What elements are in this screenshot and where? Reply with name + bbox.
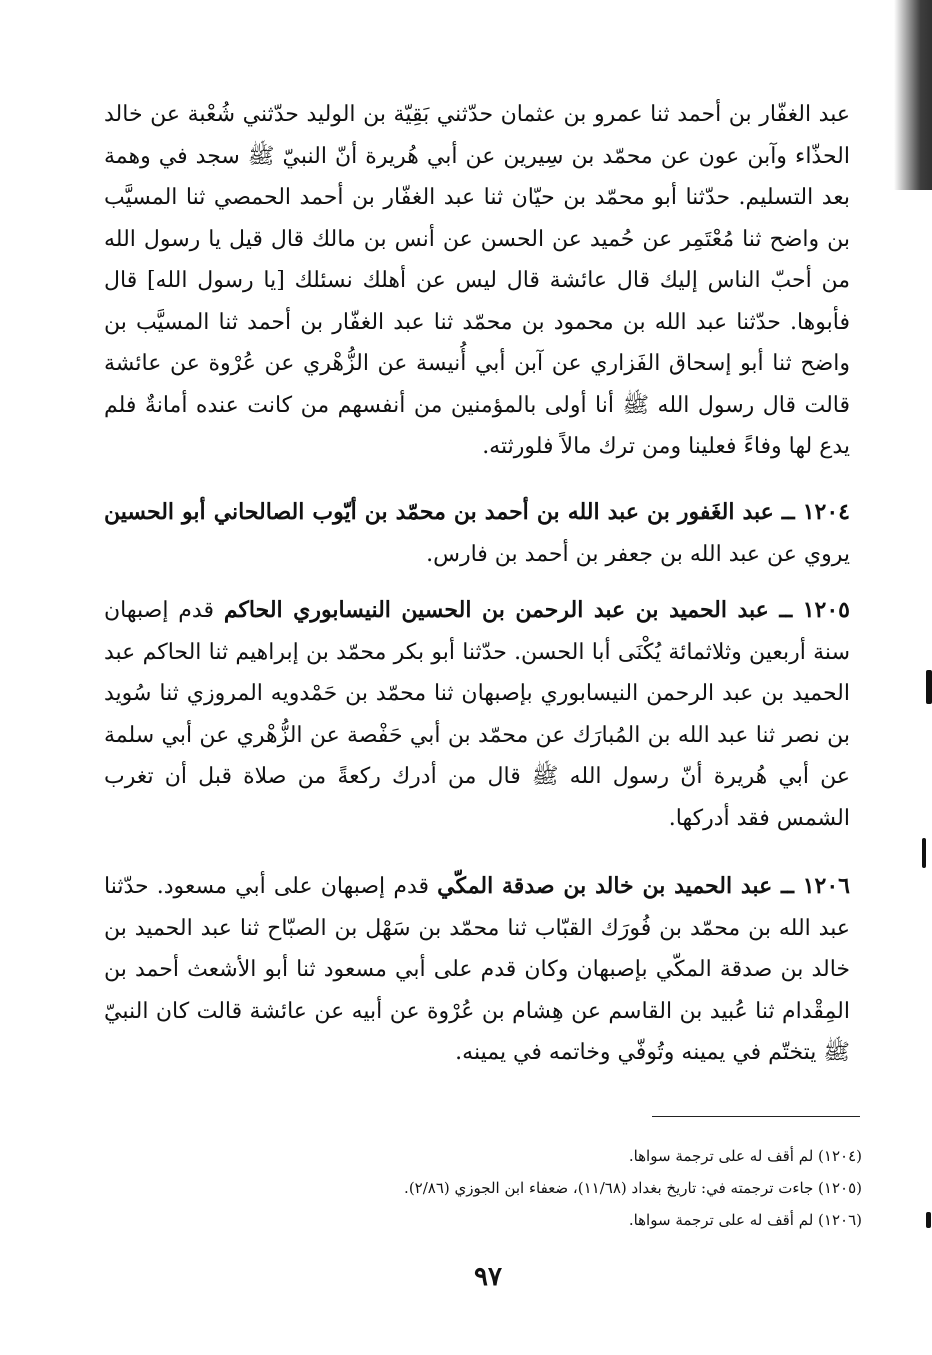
scan-mark xyxy=(926,1212,931,1228)
page-number: ٩٧ xyxy=(474,1262,502,1292)
entry-body: يروي عن عبد الله بن جعفر بن أحمد بن فارس. xyxy=(426,541,850,567)
entry-heading: ١٢٠٤ ــ عبد الغَفور بن عبد الله بن أحمد بن محمّد بن أيّوب الصالحاني أبو الحسين xyxy=(104,499,850,525)
paragraph-continuation xyxy=(104,94,850,468)
footnote-divider xyxy=(652,1116,860,1117)
entry-1205 xyxy=(104,590,850,839)
entry-heading: ١٢٠٥ ــ عبد الحميد بن عبد الرحمن بن الحسين النيسابوري الحاكم xyxy=(223,597,850,623)
entry-1206 xyxy=(104,866,850,1074)
paragraph-text: عبد الغفّار بن أحمد ثنا عمرو بن عثمان حدّثني بَقِيّة بن الوليد حدّثني شُعْبة عن خالد الحذّاء وآبن عون عن محمّد بن سِيرين عن أبي هُريرة أنّ النبيّ ﷺ سجد في وهمة بعد التسليم. حدّثنا أبو محمّد بن حيّان ثنا عبد الغفّار بن أحمد الحمصي ثنا المسيَّب بن واضح ثنا مُعْتَمِر عن حُميد عن الحسن عن أنس بن مالك قال قيل يا رسول الله من أحبّ الناس إليك قال عائشة قال ليس عن أهلك نسئلك [يا رسول الله] قال فأبوها. حدّثنا عبد الله بن محمود بن محمّد ثنا عبد الغفّار بن أحمد ثنا المسيَّب بن واضح ثنا أبو إسحاق الفَزاري عن آبن أبي أُنيسة عن الزُّهْري عن عُرْوة عن عائشة قالت قال رسول الله ﷺ أنا أولى بالمؤمنين من أنفسهم من كانت عنده أمانةٌ فلم يدع لها وفاءً فعلينا ومن ترك مالاً فلورثته. xyxy=(104,102,850,459)
footnote-1206: (١٢٠٦) لم أقف له على ترجمة سواها. xyxy=(628,1211,862,1229)
scan-mark xyxy=(926,670,932,704)
entry-heading: ١٢٠٦ ــ عبد الحميد بن خالد بن صدقة المكّي xyxy=(437,873,850,899)
footnotes xyxy=(242,1140,862,1236)
footnote-1205: (١٢٠٥) جاءت ترجمته في: تاريخ بغداد (١١/٦٨)، ضعفاء ابن الجوزي (٢/٨٦). xyxy=(404,1179,862,1197)
entry-body: قدم إصبهان سنة أربعين وثلاثمائة يُكْنَى أبا الحسن. حدّثنا أبو بكر محمّد بن إبراهيم ثنا الحاكم عبد الحميد بن عبد الرحمن النيسابوري بإصبهان ثنا محمّد بن حَمْدويه المروزي ثنا سُويد بن نصر ثنا عبد الله بن المُبارَك عن محمّد بن أبي حَفْصة عن الزُّهْري عن أبي سلمة عن أبي هُريرة أنّ رسول الله ﷺ قال من أدرك ركعةً من صلاة قبل أن تغرب الشمس فقد أدركها. xyxy=(104,598,850,831)
entry-1204 xyxy=(104,492,850,575)
scan-edge-shadow xyxy=(894,0,932,190)
footnote-1204: (١٢٠٤) لم أقف له على ترجمة سواها. xyxy=(628,1147,862,1165)
entry-body: قدم إصبهان على أبي مسعود. حدّثنا عبد الله بن محمّد بن فُورَك القبّاب ثنا محمّد بن سَهْل بن الصبّاح ثنا عبد الحميد بن خالد بن صدقة المكّي بإصبهان وكان قدم على أبي مسعود ثنا أبو الأشعث أحمد بن المِقْدام ثنا عُبيد بن القاسم عن هِشام بن عُرْوة عن أبيه عن عائشة قالت كان النبيّ ﷺ يتختّم في يمينه وتُوفّي وخاتمه في يمينه. xyxy=(104,874,850,1065)
scan-mark xyxy=(922,838,926,868)
